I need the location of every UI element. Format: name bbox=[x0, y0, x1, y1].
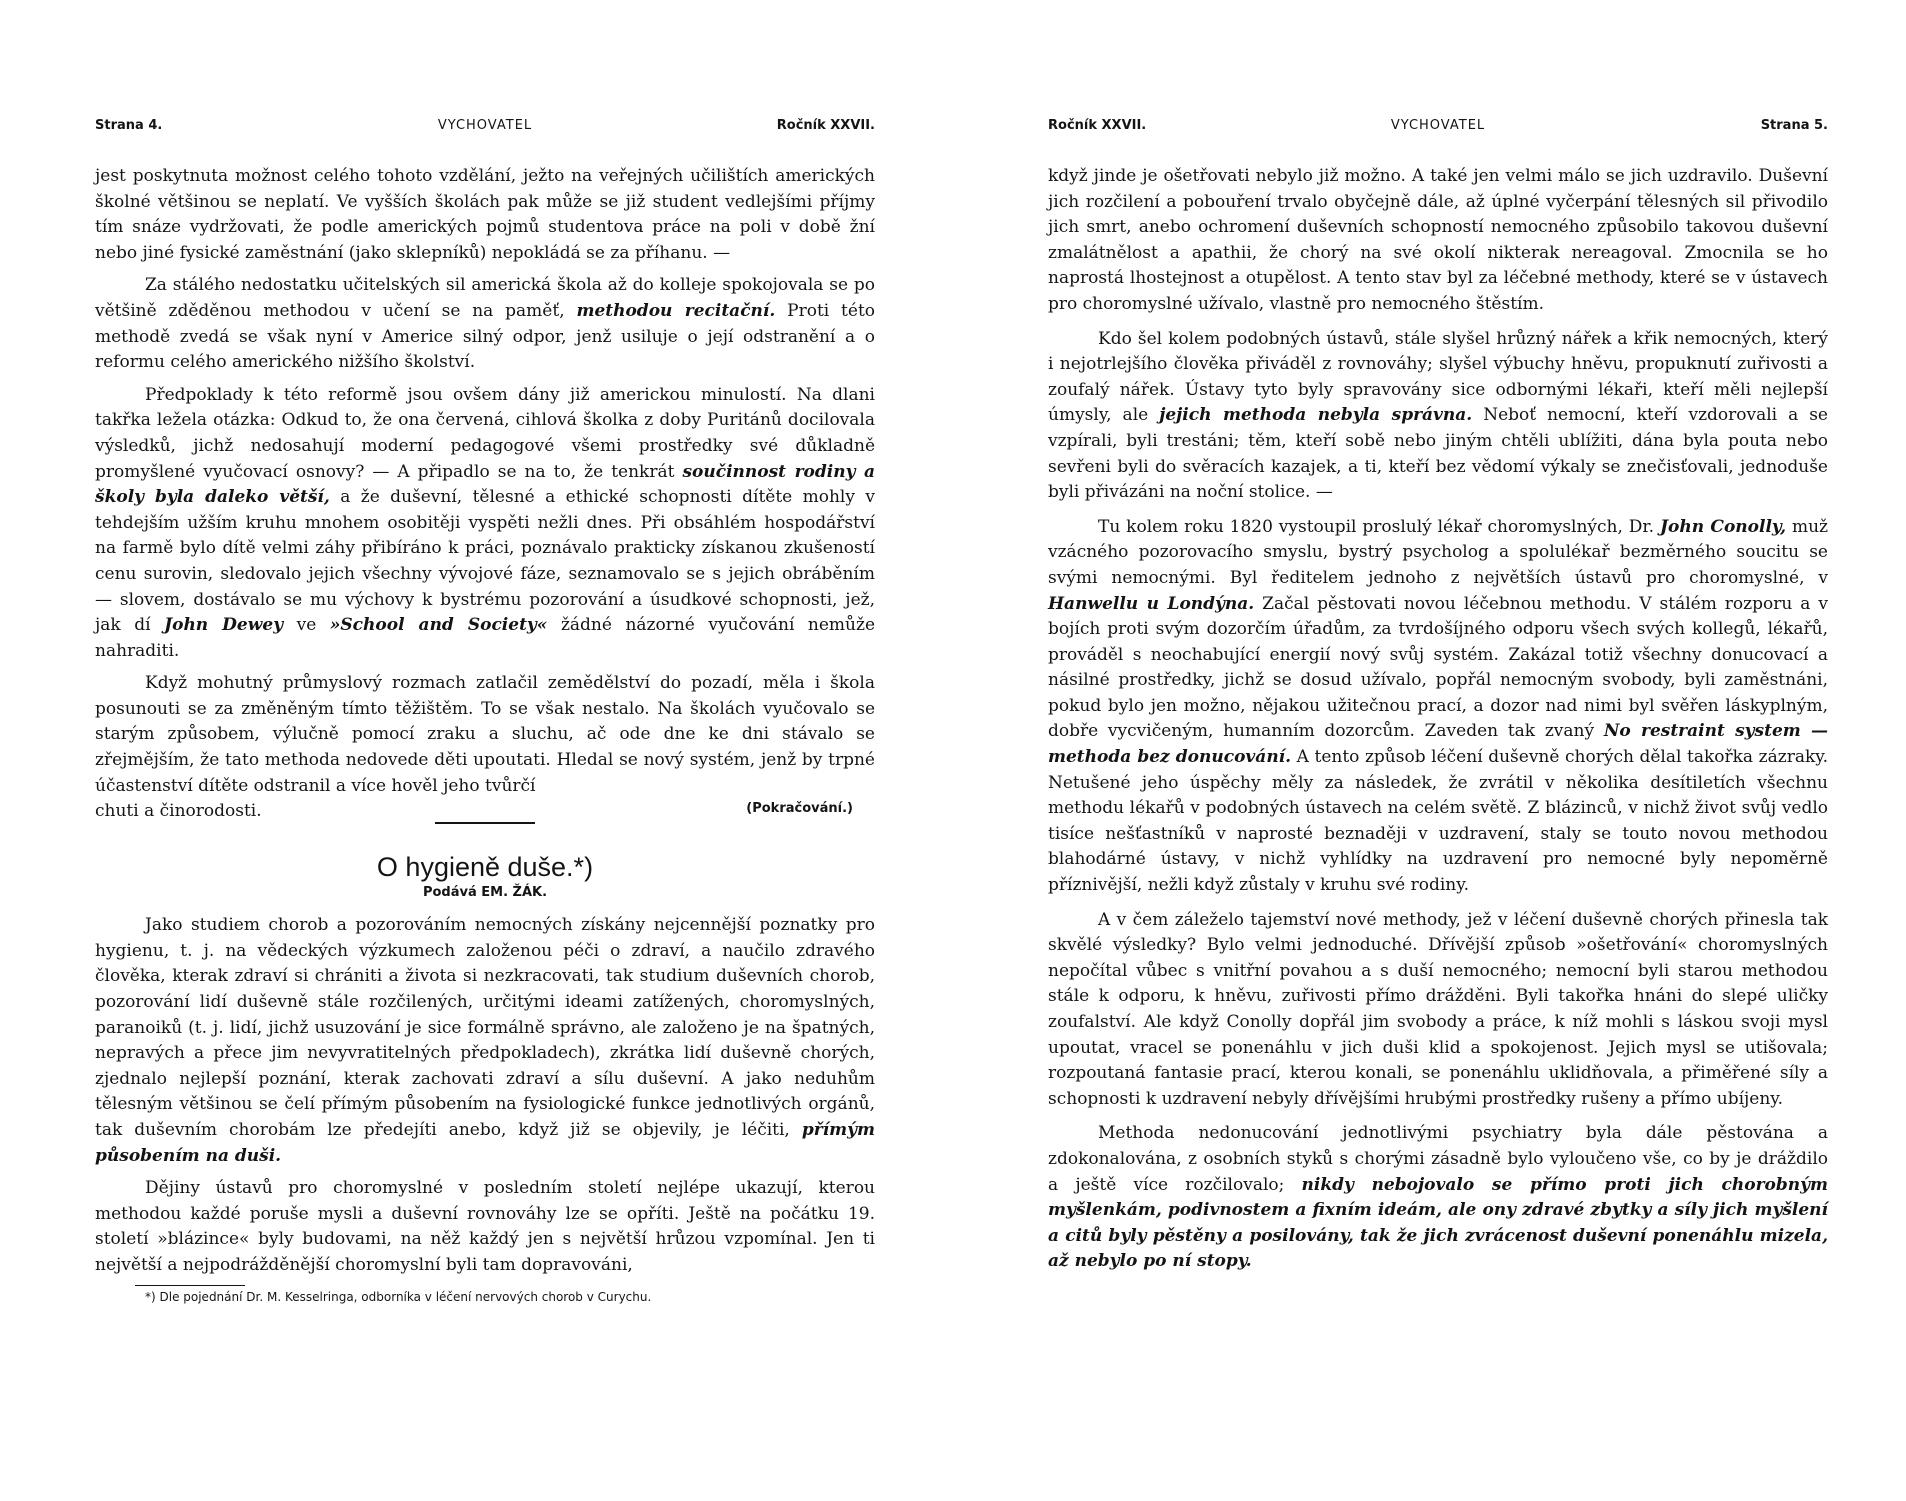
paragraph: Předpoklady k této reformě jsou ovšem dány již americkou minulostí. Na dlani takřka ležela otázka: Odkud to, že ona červená, cihlová školka z doby Puritánů docilovala výsledků, jichž nedosahují moderní pedagogové všemi prostředky své důkladně promyšlené vyučovací osnovy? — A připadlo se na to, že tenkrát součinnost rodiny a školy byla daleko větší, a že duševní, tělesné a ethické schopnosti dítěte mohly v tehdejším užším kruhu mnohem osobitěji vyspěti nežli dnes. Při obsáhlém hospodářství na farmě bylo dítě velmi záhy přibíráno k práci, poznávalo prakticky získanou zkušeností cenu surovin, sledovalo jejich všechny vývojové fáze, seznamovalo se s jejich obráběním — slovem, dostávalo se mu výchovy k bystrému pozorování a úsudkové schopnosti, jež, jak dí John Dewey ve »School and Society« žádné názorné vyučování nemůže nahraditi. bbox=[95, 384, 876, 661]
emphasis: součinnost rodiny a školy byla daleko větší, bbox=[95, 461, 876, 508]
page-label: Strana 5. bbox=[1760, 118, 1828, 133]
paragraph: Jako studiem chorob a pozorováním nemocných získány nejcennější poznatky pro hygienu, t. j. na vědeckých výzkumech založenou péči o zdraví, a naučilo zdravého člověka, kterak zdraví si chrániti a života si nezkracovati, tak studium duševních chorob, pozorování lidí duševně stále rozčilených, určitými ideami zatížených, choromyslných, paranoiků (t. j. lidí, jichž usuzování je sice formálně správno, ale založeno je na špatných, nepravých a přece jim nevyvratitelných předpokladech), zkrátka lidí duševně chorých, zjednalo nejlepší poznání, kterak zachovati zdraví a sílu duševní. A jako neduhům tělesným většinou se čelí přímým působením na fysiologické funkce jednotlivých orgánů, tak duševním chorobám lze předejíti anebo, když již se objevily, je léčiti, přímým působením na duši. bbox=[95, 915, 876, 1166]
paragraph: Dějiny ústavů pro choromyslné v posledním století nejlépe ukazují, kterou methodou každé poruše mysli a duševní rovnováhy lze se opříti. Ještě na počátku 19. století »blázince« byly budovami, na něž každý jen s největší hrůzou vzpomínal. Jen ti největší a nejpodrážděnější choromyslní byli tam dopravováni, bbox=[95, 1178, 875, 1275]
emphasis: No restraint system — methoda bez donucování. bbox=[1048, 721, 1829, 768]
paragraph: Když mohutný průmyslový rozmach zatlačil zemědělství do pozadí, měla i škola posunouti se za změněným tímto těžištěm. To se však nestalo. Na školách vyučovalo se starým způsobem, výlučně pomocí zraku a sluchu, ač ode dne ke dni stávalo se zřejmějším, že tato methoda nedovede děti upoutati. Hledal se nový systém, jenž by trpné účastenství dítěte odstranil a více hověl jeho tvůrčí bbox=[95, 673, 875, 796]
paragraph: Tu kolem roku 1820 vystoupil proslulý lékař choromyslných, Dr. John Conolly, muž vzácného pozorovacího smyslu, bystrý psycholog a spolulékař bezměrného soucitu se svými nemocnými. Byl ředitelem jednoho z největších ústavů pro choromyslné, v Hanwellu u Londýna. Začal pěstovati novou léčebnou methodu. V stálém rozporu a v bojích proti svým dozorčím úřadům, za tvrdošíjného odporu všech svých kollegů, lékařů, prováděl s neochabující energií nový svůj systém. Zakázal totiž všechny donucovací a násilné prostředky, jichž se dosud užívalo, popřál nemocným svobody, byli zaměstnáni, pokud bylo jen možno, nějakou užitečnou prací, a dozor nad nimi byl svěřen láskyplným, dobře vycvičeným, humanním dozorcům. Zaveden tak zvaný No restraint system — methoda bez donucování. A tento způsob léčení duševně chorých dělal takořka zázraky. Netušené jeho úspěchy měly za následek, že zvrátil v několika desítiletích všechnu methodu lékařů v podobných ústavech na celém světě. Z blázinců, v nichž život svůj vedlo tisíce nešťastníků v naprosté beznaději v uzdravení, staly se touto novou methodou blahodárné ústavy, v nichž vyhlídky na uzdravení pro nemocné byly nepoměrně příznivější, nežli když zůstaly v kruhu své rodiny. bbox=[1048, 516, 1829, 896]
emphasis: jejich methoda nebyla správna. bbox=[1159, 405, 1473, 426]
place-name: Hanwellu u Londýna. bbox=[1048, 593, 1255, 614]
paragraph: Kdo šel kolem podobných ústavů, stále slyšel hrůzný nářek a křik nemocných, který i nejotrlejšího člověka přiváděl z rovnováhy; slyšel výbuchy hněvu, propuknutí zuřivosti a zoufalý nářek. Ústavy tyto byly spravovány sice odbornými lékaři, kteří měli nejlepší úmysly, ale jejich methoda nebyla správna. Neboť nemocní, kteří vzdorovali a se vzpírali, byli trestáni; těm, kteří sobě nebo jiným chtěli ublížiti, dána byla pouta nebo sevřeni byli do svěracích kazajek, a ti, kteří bez vědomí výkaly se znečisťovali, jednoduše byli přivázáni na noční stolice. — bbox=[1048, 328, 1828, 503]
section-divider bbox=[435, 822, 535, 824]
emphasis: nikdy nebojovalo se přímo proti jich chorobným myšlenkám, podivnostem a fixním ideám, ale ony zdravé zbytky a síly jich myšlení a citů byly pěstěny a posilovány, tak že jich zvrácenost duševní ponenáhlu mizela, až nebylo po ní stopy. bbox=[1048, 1174, 1828, 1272]
footnote: *) Dle pojednání Dr. M. Kesselringa, odborníka v léčení nervových chorob v Curychu. bbox=[145, 1289, 652, 1304]
journal-title: VYCHOVATEL bbox=[1390, 118, 1486, 133]
page-label: Strana 4. bbox=[95, 118, 163, 133]
running-head-right bbox=[1048, 118, 1828, 138]
emphasis: přímým působením na duši. bbox=[95, 1120, 876, 1166]
right-body-text bbox=[1048, 164, 1828, 1284]
person-name: John Dewey bbox=[164, 615, 284, 636]
journal-title: VYCHOVATEL bbox=[437, 118, 533, 133]
article-author: Podává EM. ŽÁK. bbox=[422, 885, 548, 901]
volume-label: Ročník XXVII. bbox=[1048, 118, 1147, 133]
emphasis: methodou recitační. bbox=[576, 300, 776, 321]
footnote-rule bbox=[135, 1285, 245, 1286]
person-name: John Conolly, bbox=[1659, 516, 1787, 537]
left-body-text bbox=[95, 164, 875, 1304]
continuation-row bbox=[95, 799, 875, 825]
article-title: O hygieně duše.*) bbox=[376, 852, 594, 883]
paragraph: Methoda nedonucování jednotlivými psychiatry byla dále pěstována a zdokonalována, z osobních styků s chorými zásadně bylo vyloučeno vše, co by je dráždilo a ještě více rozčilovalo; nikdy nebojovalo se přímo proti jich chorobným myšlenkám, podivnostem a fixním ideám, ale ony zdravé zbytky a síly jich myšlení a citů byly pěstěny a posilovány, tak že jich zvrácenost duševní ponenáhlu mizela, až nebylo po ní stopy. bbox=[1048, 1123, 1828, 1272]
paragraph: Za stálého nedostatku učitelských sil americká škola až do kolleje spokojovala se po většině zděděnou methodou v učení se na paměť, methodou recitační. Proti této methodě zvedá se však nyní v Americe silný odpor, jenž usiluje o její odstranění a o reformu celého amerického nižšího školství. bbox=[95, 275, 876, 373]
volume-label: Ročník XXVII. bbox=[776, 118, 875, 133]
paragraph: jest poskytnuta možnost celého tohoto vzdělání, ježto na veřejných učilištích amerických školné většinou se neplatí. Ve vyšších školách pak může se již student vedlejšími příjmy tím snáze vydržovati, že podle amerických pojmů studentova práce na poli v době žní nebo jiné fysické zaměstnání (jako sklepníků) nepokládá se za příhanu. — bbox=[95, 166, 875, 263]
paragraph: když jinde je ošetřovati nebylo již možno. A také jen velmi málo se jich uzdravilo. Duševní jich rozčilení a pobouření trvalo obyčejně dále, až úplné vyčerpání tělesných sil přivodilo jich smrt, anebo ochromení duševních schopností nemocného způsobilo takovou duševní zmalátnělost a apathii, že chorý na své okolí nikterak nereagoval. Zmocnila se ho naprostá lhostejnost a otupělost. A tento stav byl za léčebné methody, které se v ústavech pro choromyslné užívalo, vlastně pro nemocného štěstím. bbox=[1048, 166, 1828, 314]
book-title: »School and Society« bbox=[329, 615, 548, 636]
paragraph-last-line: chuti a činorodosti. bbox=[95, 801, 262, 822]
running-head-left bbox=[95, 118, 875, 138]
paragraph: A v čem záleželo tajemství nové methody, jež v léčení duševně chorých přinesla tak skvělé výsledky? Bylo velmi jednoduché. Dřívější způsob »ošetřování« choromyslných nepočítal vůbec s vnitřní povahou a s duší nemocného; nemocní byli starou methodou stále k odporu, k hněvu, zuřivosti přímo drážděni. Byli takořka hnáni do slepé uličky zoufalství. Ale když Conolly dopřál jim svobody a práce, k níž mohli s láskou svoji mysl upoutat, vracel se ponenáhlu v jich duši klid a spokojenost. Jejich mysl se utišovala; rozpoutaná fantasie prací, kterou konali, se ponenáhlu uklidňovala, a přiměřené síly a schopnosti k uzdravení nebyly dřívějšími hrubými prostředky rušeny a přímo ubíjeny. bbox=[1048, 909, 1828, 1109]
continuation-note: (Pokračování.) bbox=[746, 801, 853, 817]
